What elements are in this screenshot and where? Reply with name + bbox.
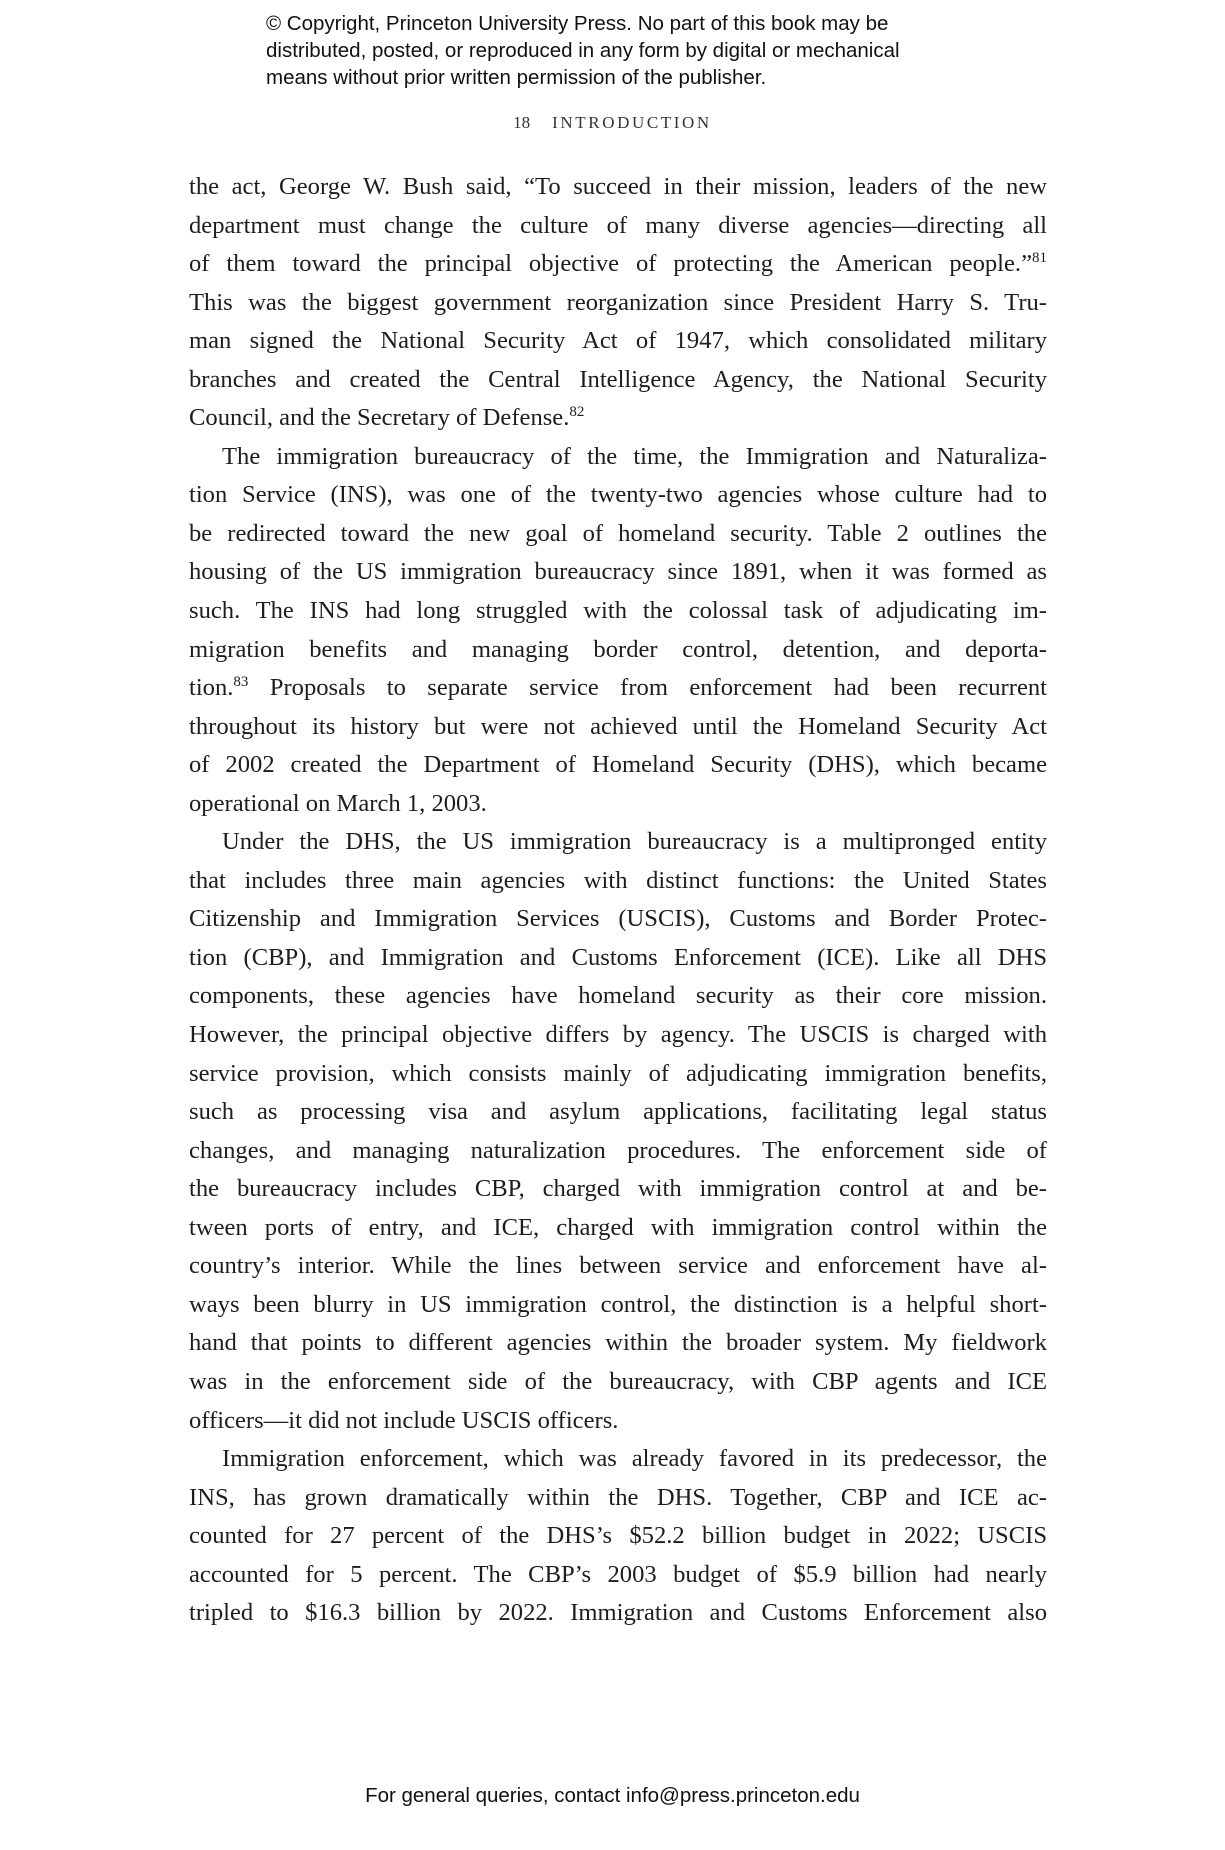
running-head xyxy=(0,113,1225,133)
line-text: such as processing visa and asylum applications, facilitating legal status xyxy=(189,1098,1047,1126)
text-line xyxy=(189,823,1047,862)
text-line xyxy=(189,399,1047,438)
line-text: counted for 27 percent of the DHS’s $52.2 billion budget in 2022; USCIS xyxy=(189,1522,1047,1550)
line-text: operational on March 1, 2003. xyxy=(189,789,487,817)
line-text: Council, and the Secretary of Defense. xyxy=(189,404,570,432)
text-line xyxy=(189,1517,1047,1556)
text-line xyxy=(189,669,1047,708)
line-text: country’s interior. While the lines between service and enforcement have al- xyxy=(189,1252,1047,1280)
text-line xyxy=(189,1440,1047,1479)
line-text: changes, and managing naturalization procedures. The enforcement side of xyxy=(189,1136,1047,1164)
text-line xyxy=(189,322,1047,361)
copyright-line: distributed, posted, or reproduced in any form by digital or mechanical xyxy=(266,39,900,62)
line-text: However, the principal objective differs by agency. The USCIS is charged with xyxy=(189,1021,1047,1049)
line-text: branches and created the Central Intelligence Agency, the National Security xyxy=(189,365,1047,393)
text-line xyxy=(189,1479,1047,1518)
line-text: the act, George W. Bush said, “To succeed in their mission, leaders of the new xyxy=(189,173,1047,200)
line-text: INS, has grown dramatically within the DHS. Together, CBP and ICE ac- xyxy=(189,1483,1047,1511)
footnote-ref: 81 xyxy=(1032,249,1047,266)
line-text: Citizenship and Immigration Services (USCIS), Customs and Border Protec- xyxy=(189,905,1047,933)
text-line xyxy=(189,1286,1047,1325)
line-text: man signed the National Security Act of 1947, which consolidated military xyxy=(189,327,1047,355)
text-line xyxy=(189,476,1047,515)
text-line xyxy=(189,284,1047,323)
text-line xyxy=(189,207,1047,246)
line-text: the bureaucracy includes CBP, charged with immigration control at and be- xyxy=(189,1175,1047,1203)
text-line xyxy=(189,361,1047,400)
body-text xyxy=(189,168,1047,1633)
paragraph xyxy=(189,168,1047,438)
text-line xyxy=(189,708,1047,747)
line-text: such. The INS had long struggled with the colossal task of adjudicating im- xyxy=(189,597,1047,625)
text-line xyxy=(189,1363,1047,1402)
line-text: housing of the US immigration bureaucracy since 1891, when it was formed as xyxy=(189,558,1047,586)
text-line xyxy=(189,1247,1047,1286)
copyright-line: © Copyright, Princeton University Press. No part of this book may be xyxy=(266,12,889,35)
line-text: tween ports of entry, and ICE, charged with immigration control within the xyxy=(189,1213,1047,1241)
text-line xyxy=(189,862,1047,901)
text-line xyxy=(189,900,1047,939)
text-line xyxy=(189,631,1047,670)
chapter-title: INTRODUCTION xyxy=(552,113,712,132)
line-text: of 2002 created the Department of Homeland Security (DHS), which became xyxy=(189,751,1047,779)
line-text: migration benefits and managing border control, detention, and deporta- xyxy=(189,635,1047,663)
line-text: This was the biggest government reorganization since President Harry S. Tru- xyxy=(189,288,1047,316)
text-line xyxy=(189,592,1047,631)
text-line xyxy=(189,1209,1047,1248)
text-line xyxy=(189,515,1047,554)
line-text: Proposals to separate service from enforcement had been recurrent xyxy=(248,674,1047,702)
paragraph xyxy=(189,823,1047,1440)
text-line xyxy=(189,553,1047,592)
footnote-ref: 82 xyxy=(569,404,585,421)
text-line xyxy=(189,1093,1047,1132)
line-text: components, these agencies have homeland security as their core mission. xyxy=(189,982,1047,1010)
text-line xyxy=(189,785,1047,824)
text-line xyxy=(189,977,1047,1016)
text-line xyxy=(189,438,1047,477)
text-line xyxy=(189,1556,1047,1595)
text-line xyxy=(189,939,1047,978)
footnote-ref: 83 xyxy=(233,673,249,690)
line-text: Under the DHS, the US immigration bureaucracy is a multipronged entity xyxy=(222,828,1047,856)
line-text: department must change the culture of many diverse agencies—directing all xyxy=(189,211,1047,239)
text-line xyxy=(189,168,1047,207)
line-text: service provision, which consists mainly of adjudicating immigration benefits, xyxy=(189,1059,1047,1087)
line-text: officers—it did not include USCIS officers. xyxy=(189,1406,619,1434)
page-number: 18 xyxy=(513,113,531,132)
text-line xyxy=(189,1402,1047,1441)
text-line xyxy=(189,1055,1047,1094)
line-text: accounted for 5 percent. The CBP’s 2003 budget of $5.9 billion had nearly xyxy=(189,1560,1047,1588)
text-line xyxy=(189,1016,1047,1055)
line-text: of them toward the principal objective of protecting the American people.” xyxy=(189,250,1032,278)
copyright-notice xyxy=(266,10,900,91)
text-line xyxy=(189,746,1047,785)
text-line xyxy=(189,1594,1047,1633)
copyright-line: means without prior written permission of the publisher. xyxy=(266,66,767,89)
text-line xyxy=(189,1170,1047,1209)
line-text: that includes three main agencies with distinct functions: the United States xyxy=(189,866,1047,894)
line-text: tripled to $16.3 billion by 2022. Immigration and Customs Enforcement also xyxy=(189,1599,1047,1627)
line-text: tion. xyxy=(189,674,234,702)
line-text: be redirected toward the new goal of homeland security. Table 2 outlines the xyxy=(189,519,1047,547)
line-text: Immigration enforcement, which was already favored in its predecessor, the xyxy=(222,1445,1047,1473)
footer-contact: For general queries, contact info@press.princeton.edu xyxy=(365,1784,860,1807)
line-text: tion (CBP), and Immigration and Customs Enforcement (ICE). Like all DHS xyxy=(189,943,1047,971)
line-text: The immigration bureaucracy of the time, the Immigration and Naturaliza- xyxy=(222,442,1047,470)
text-line xyxy=(189,1324,1047,1363)
paragraph xyxy=(189,1440,1047,1633)
line-text: was in the enforcement side of the bureaucracy, with CBP agents and ICE xyxy=(189,1367,1047,1395)
paragraph xyxy=(189,438,1047,823)
line-text: throughout its history but were not achieved until the Homeland Security Act xyxy=(189,712,1047,740)
text-line xyxy=(189,245,1047,284)
text-line xyxy=(189,1132,1047,1171)
line-text: tion Service (INS), was one of the twenty-two agencies whose culture had to xyxy=(189,481,1047,509)
line-text: hand that points to different agencies within the broader system. My fieldwork xyxy=(189,1329,1047,1357)
line-text: ways been blurry in US immigration control, the distinction is a helpful short- xyxy=(189,1290,1047,1318)
